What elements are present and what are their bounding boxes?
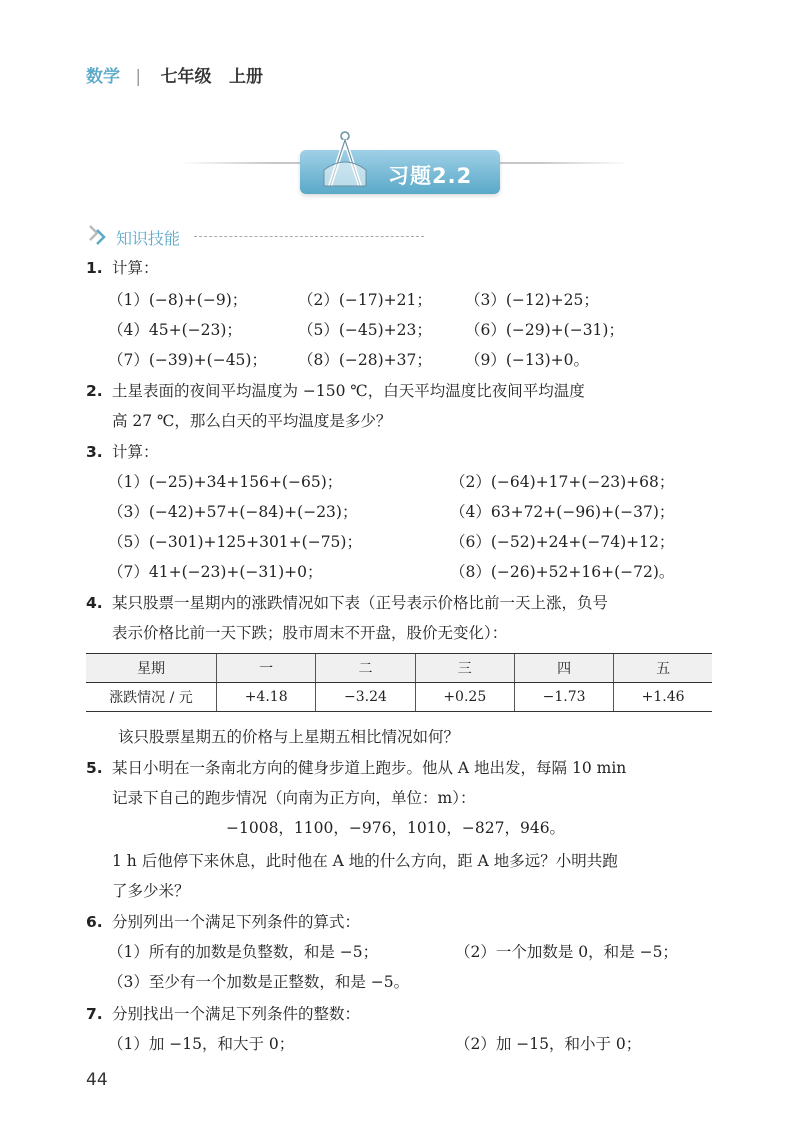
question-text: 某日小明在一条南北方向的健身步道上跑步。他从 A 地出发，每隔 10 min — [112, 759, 627, 777]
list-item: （5）(−301)+125+301+(−75)； — [108, 533, 362, 551]
grade-label: 七年级 — [160, 67, 212, 87]
question-text: 1 h 后他停下来休息，此时他在 A 地的什么方向，距 A 地多远？小明共跑 — [112, 852, 618, 870]
question-text: 了多少米？ — [112, 882, 190, 900]
list-item: （3）至少有一个加数是正整数，和是 −5。 — [108, 973, 410, 991]
stock-change-table — [86, 653, 712, 712]
chevron-right-icon — [86, 222, 112, 248]
table-header-cell: 二 — [316, 654, 415, 683]
question-text: 高 27 ℃，那么白天的平均温度是多少？ — [112, 412, 392, 430]
question-number: 7. — [86, 1005, 103, 1023]
header-separator: | — [135, 67, 142, 87]
question-text: 某只股票一星期内的涨跌情况如下表（正号表示价格比前一天上涨，负号 — [112, 594, 609, 612]
question-stem: 计算： — [112, 443, 159, 461]
compass-icon — [318, 130, 372, 194]
table-header-cell: 一 — [217, 654, 316, 683]
exercise-title: 习题2.2 — [388, 164, 473, 188]
list-item: （6）(−52)+24+(−74)+12； — [450, 533, 675, 551]
data-sequence: −1008，1100，−976，1010，−827，946。 — [226, 819, 566, 837]
running-header — [86, 62, 263, 87]
list-item: （4）45+(−23)； — [108, 321, 242, 339]
question-number: 5. — [86, 759, 103, 777]
list-item: （7）41+(−23)+(−31)+0； — [108, 563, 323, 581]
page-number: 44 — [86, 1070, 108, 1090]
list-item: （7）(−39)+(−45)； — [108, 351, 267, 369]
table-header-cell: 三 — [415, 654, 514, 683]
question-text: 土星表面的夜间平均温度为 −150 ℃，白天平均温度比夜间平均温度 — [112, 382, 585, 400]
subject-label: 数学 — [86, 67, 120, 87]
section-rule — [194, 236, 424, 237]
table-header-cell: 四 — [514, 654, 613, 683]
question-stem: 计算： — [112, 259, 159, 277]
question-number: 3. — [86, 443, 103, 461]
question-text: 该只股票星期五的价格与上星期五相比情况如何？ — [118, 728, 460, 746]
question-number: 6. — [86, 913, 103, 931]
list-item: （9）(−13)+0。 — [465, 351, 590, 369]
list-item: （8）(−28)+37； — [298, 351, 432, 369]
list-item: （1）(−25)+34+156+(−65)； — [108, 473, 343, 491]
table-cell: 涨跌情况 / 元 — [86, 683, 217, 712]
list-item: （1）(−8)+(−9)； — [108, 291, 248, 309]
volume-label: 上册 — [228, 67, 263, 87]
list-item: （2）加 −15，和小于 0； — [455, 1035, 642, 1053]
table-header-cell: 五 — [614, 654, 712, 683]
question-number: 1. — [86, 259, 103, 277]
list-item: （2）(−17)+21； — [298, 291, 432, 309]
question-stem: 分别找出一个满足下列条件的整数： — [112, 1005, 361, 1023]
table-cell: −3.24 — [316, 683, 415, 712]
list-item: （5）(−45)+23； — [298, 321, 432, 339]
list-item: （2）(−64)+17+(−23)+68； — [450, 473, 675, 491]
table-header-cell: 星期 — [86, 654, 217, 683]
list-item: （3）(−42)+57+(−84)+(−23)； — [108, 503, 358, 521]
list-item: （4）63+72+(−96)+(−37)； — [450, 503, 675, 521]
list-item: （2）一个加数是 0，和是 −5； — [455, 943, 678, 961]
question-text: 记录下自己的跑步情况（向南为正方向，单位：m）： — [112, 789, 476, 807]
table-cell: +4.18 — [217, 683, 316, 712]
list-item: （3）(−12)+25； — [465, 291, 599, 309]
list-item: （1）所有的加数是负整数，和是 −5； — [108, 943, 379, 961]
table-row — [86, 683, 712, 712]
list-item: （1）加 −15，和大于 0； — [108, 1035, 295, 1053]
question-text: 表示价格比前一天下跌；股市周末不开盘，股价无变化）： — [112, 624, 508, 642]
section-title: 知识技能 — [116, 229, 181, 248]
list-item: （8）(−26)+52+16+(−72)。 — [450, 563, 675, 581]
question-stem: 分别列出一个满足下列条件的算式： — [112, 913, 361, 931]
list-item: （6）(−29)+(−31)； — [465, 321, 624, 339]
question-number: 2. — [86, 382, 103, 400]
table-cell: +1.46 — [614, 683, 712, 712]
table-header-row — [86, 654, 712, 683]
table-cell: −1.73 — [514, 683, 613, 712]
question-number: 4. — [86, 594, 103, 612]
table-cell: +0.25 — [415, 683, 514, 712]
